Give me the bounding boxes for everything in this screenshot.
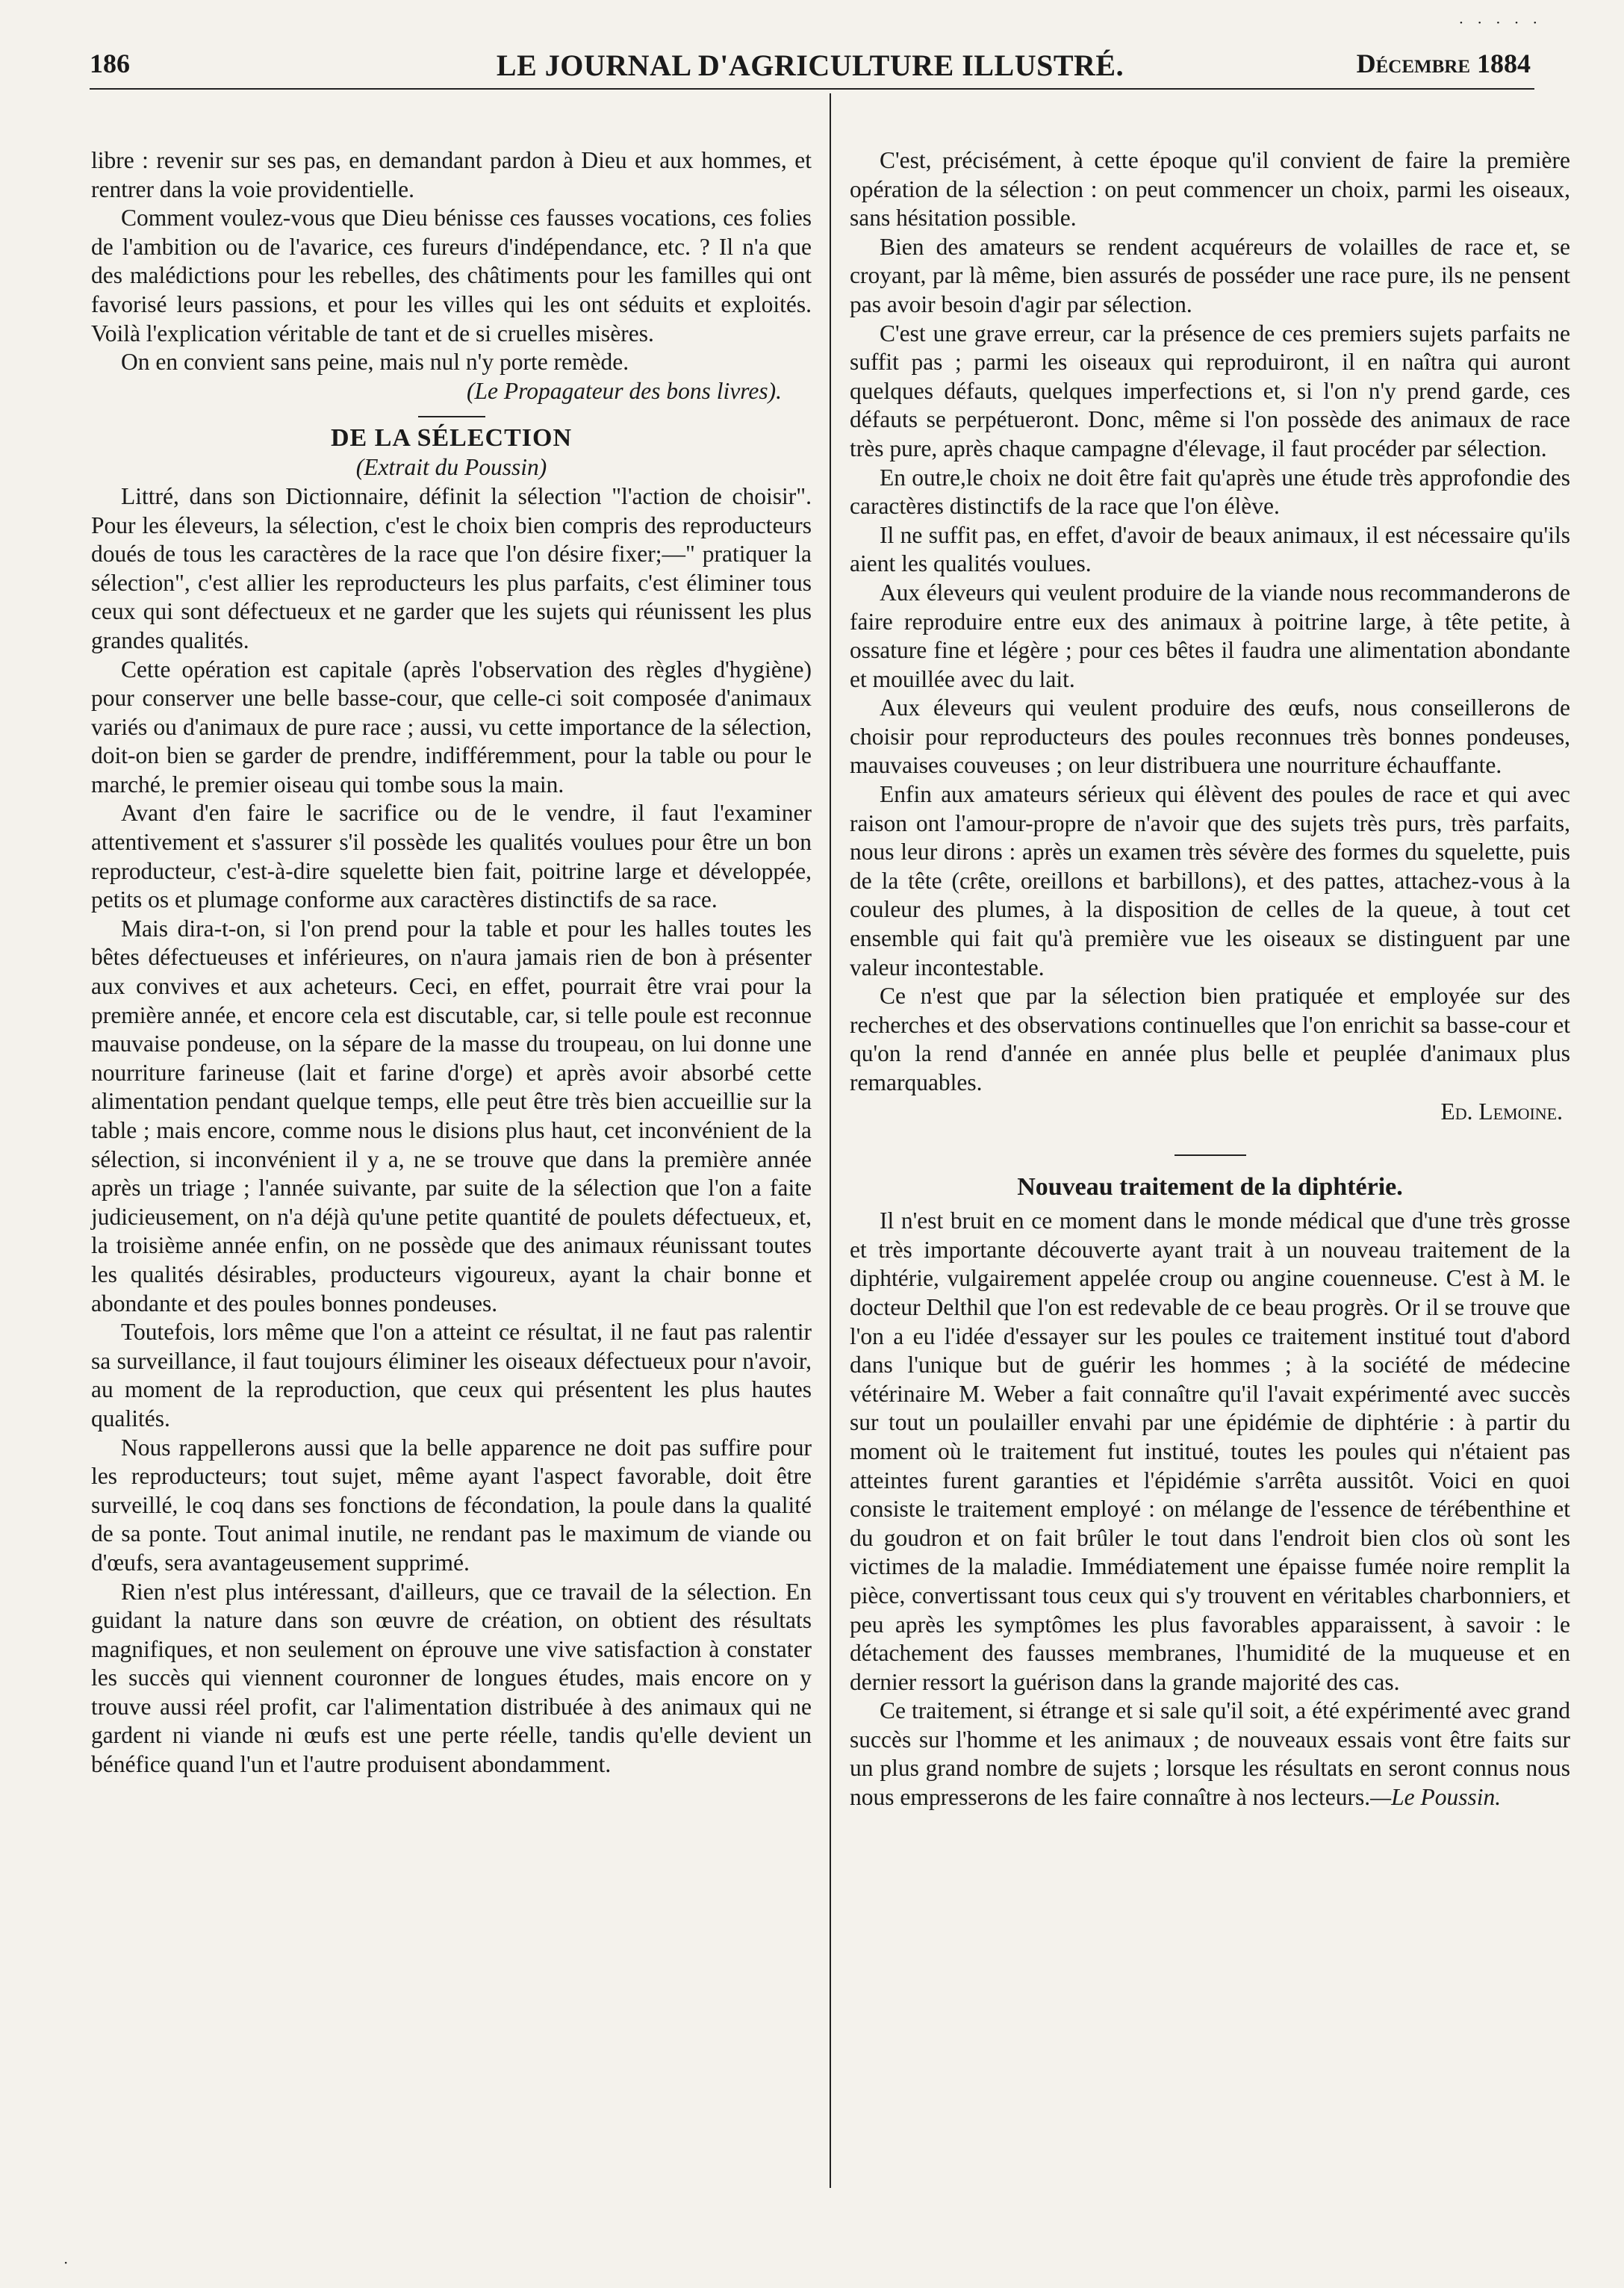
paragraph: Bien des amateurs se rendent acquéreurs de volailles de race et, se croyant, par là même, bien assurés de posséder une race pure, ils ne pensent pas avoir besoin d'agir par sélection. [850,233,1570,317]
article-source: (Le Propagateur des bons livres). [467,377,782,404]
journal-title: LE JOURNAL D'AGRICULTURE ILLUSTRÉ. [496,49,1124,82]
section-divider [418,416,485,417]
right-column [850,146,1570,1812]
left-column [91,146,812,1779]
paragraph: C'est, précisément, à cette époque qu'il convient de faire la première opération de la sélection : on peut commencer un choix, parmi les oiseaux, sans hésitation possible. [850,147,1570,231]
issue-date [1357,48,1531,79]
paragraph: Aux éleveurs qui veulent produire de la viande nous recommanderons de faire reproduire entre eux des animaux à poitrine large, à tête petite, à ossature fine et légère ; pour ces bêtes il faudra une alimentation abondante et mouillée avec du lait. [850,579,1570,692]
section-title: DE LA SÉLECTION [331,424,572,453]
paragraph: Rien n'est plus intéressant, d'ailleurs, que ce travail de la sélection. En guidant la nature dans son œuvre de création, on obtient des résultats magnifiques, et non seulement on éprouve une vive satisfaction à constater les succès qui viennent couronner de longues études, mais encore on y trouve aussi réel profit, car l'alimentation distribuée à des animaux qui ne gardent ni viande ni œufs est une perte réelle, tandis qu'elle devient un bénéfice quand l'un et l'autre produisent abondamment. [91,1578,812,1778]
paragraph: Mais dira-t-on, si l'on prend pour la table et pour les halles toutes les bêtes défectueuses et inférieures, on n'aura jamais rien de bon à présenter aux convives et aux acheteurs. Ceci, en effet, pourrait être vrai pour la première année, et encore cela est discutable, car, si telle poule est reconnue mauvaise pondeuse, on la sépare de la masse du troupeau, on lui donne une nourriture farineuse (lait et farine d'orge) et après avoir absorbé cette alimentation pendant quelque temps, elle peut être très bien accueillie sur la table ; mais encore, comme nous le disions plus haut, cet inconvénient de la sélection, si inconvénient il y a, ne se trouve que dans la première année après un triage ; l'année suivante, par suite de la sélection que l'on a faite judicieusement, on n'a déjà qu'une petite quantité de poulets défectueux, et, la troisième année enfin, on ne possède que des animaux réunissant toutes les qualités désirables, producteurs vigoureux, ayant la chair bonne et abondante et des poules bonnes pondeuses. [91,915,812,1316]
header-rule [90,88,1534,90]
section-title: Nouveau traitement de la diphtérie. [1017,1173,1403,1201]
paragraph: Aux éleveurs qui veulent produire des œufs, nous conseillerons de choisir pour reproducteurs des poules reconnues très bonnes pondeuses, mauvaises couveuses ; on leur distribuera une nourriture échauffante. [850,694,1570,779]
section-divider [1175,1154,1246,1156]
paragraph: On en convient sans peine, mais nul n'y porte remède. [121,349,629,376]
paragraph [850,1697,1570,1812]
paragraph: Il n'est bruit en ce moment dans le monde médical que d'une très grosse et très importante découverte ayant trait à un nouveau traitement de la diphtérie, vulgairement appelée croup ou angine couenneuse. C'est à M. le docteur Delthil que l'on est redevable de ce beau progrès. Or il se trouve que l'on a eu l'idée d'essayer sur les poules ce traitement institué tout d'abord dans l'unique but de guérir les hommes ; à la société de médecine vétérinaire M. Weber a fait connaître qu'il l'avait expérimenté avec succès sur tout un poulailler envahi par une épidémie de diphtérie : à partir du moment où le traitement fut institué, toutes les poules qui n'étaient pas atteintes furent garanties et l'épidémie s'arrêta aussitôt. Voici en quoi consiste le traitement employé : on mélange de l'essence de térébenthine et du goudron et on fait brûler le tout dans l'endroit bien clos où sont les victimes de la maladie. Immédiatement une épaisse fumée noire remplit la pièce, convertissant tous ceux qui s'y trouvent en véritables charbonniers, et peu après les symptômes les plus favorables apparaissent, à savoir : le détachement des fausses membranes, l'humidité de la muqueuse et en dernier ressort la guérison dans la grande majorité des cas. [850,1207,1570,1695]
author-signature: Ed. Lemoine. [1440,1098,1563,1125]
paragraph: En outre,le choix ne doit être fait qu'après une étude très approfondie des caractères distinctifs de la race que l'on élève. [850,464,1570,520]
corner-mark: · [63,2254,69,2272]
paragraph: Enfin aux amateurs sérieux qui élèvent des poules de race et qui avec raison ont l'amour-propre de n'avoir que des sujets très purs, très parfaits, nous leur dirons : après un examen très sévère des formes du squelette, puis de la tête (crête, oreillons et barbillons), et des pattes, attachez-vous à la couleur des plumes, à la disposition de celles de la queue, à tout cet ensemble qui fait qu'à première vue les oiseaux se distinguent par une valeur incontestable. [850,781,1570,980]
page-number: 186 [90,49,130,78]
issue-month: Décembre [1356,49,1470,78]
corner-marks: · · · · · [1458,13,1542,31]
column-separator [830,93,831,2188]
paragraph: Cette opération est capitale (après l'observation des règles d'hygiène) pour conserver une belle basse-cour, que celle-ci soit composée d'animaux variés ou d'animaux de pure race ; aussi, vu cette importance de la sélection, doit-on bien se garder de prendre, indifféremment, pour la table ou pour le marché, le premier oiseau qui tombe sous la main. [91,656,812,798]
paragraph: Il ne suffit pas, en effet, d'avoir de beaux animaux, il est nécessaire qu'ils aient les qualités voulues. [850,521,1570,577]
section-subtitle: (Extrait du Poussin) [355,454,547,481]
paragraph: Ce n'est que par la sélection bien pratiquée et employée sur des recherches et des observations continuelles que l'on enrichit sa basse-cour et qu'on la rend d'année en année plus belle et peuplée d'animaux plus remarquables. [850,983,1570,1095]
paragraph: C'est une grave erreur, car la présence de ces premiers sujets parfaits ne suffit pas ; parmi les oiseaux qui reproduiront, il en naîtra qui auront quelques défauts, quelques imperfections et, si l'on n'y prend garde, ces défauts se perpétueront. Donc, même si l'on possède des animaux de race très pure, après chaque campagne d'élevage, il faut procéder par sélection. [850,320,1570,461]
article-source: —Le Poussin. [1370,1784,1502,1811]
paragraph-text: Ce traitement, si étrange et si sale qu'il soit, a été expérimenté avec grand succès sur l'homme et les animaux ; de nouveaux essais vont être faits sur un plus grand nombre de sujets ; lorsque les résultats en seront connus nous nous empresserons de les faire connaître à nos lecteurs. [850,1697,1570,1811]
paragraph: libre : revenir sur ses pas, en demandant pardon à Dieu et aux hommes, et rentrer dans la voie providentielle. [91,147,812,202]
paragraph: Littré, dans son Dictionnaire, définit la sélection "l'action de choisir". Pour les éleveurs, la sélection, c'est le choix bien compris des reproducteurs doués de tous les caractères de la race que l'on désire fixer;—" pratiquer la sélection", c'est allier les reproducteurs les plus parfaits, c'est éliminer tous ceux qui sont défectueux et ne garder que les sujets qui réunissent les plus grandes qualités. [91,482,812,653]
page-header [90,48,1531,93]
paragraph: Nous rappellerons aussi que la belle apparence ne doit pas suffire pour les reproducteurs; tout sujet, même ayant l'aspect favorable, doit être surveillé, le coq dans ses fonctions de fécondation, la poule dans la qualité de sa ponte. Tout animal inutile, ne rendant pas le maximum de viande ou d'œufs, sera avantageusement supprimé. [91,1434,812,1576]
paragraph: Toutefois, lors même que l'on a atteint ce résultat, il ne faut pas ralentir sa surveillance, il faut toujours éliminer les oiseaux défectueux pour n'avoir, au moment de la reproduction, que ceux qui présentent les plus hautes qualités. [91,1319,812,1431]
issue-year: 1884 [1477,49,1531,78]
paragraph: Comment voulez-vous que Dieu bénisse ces fausses vocations, ces folies de l'ambition ou de l'avarice, ces fureurs d'indépendance, etc. ? Il n'a que des malédictions pour les rebelles, des châtiments pour les familles qui ont favorisé leurs passions, et pour les villes qui les ont séduits et exploités. Voilà l'explication véritable de tant et de si cruelles misères. [91,205,812,346]
paragraph: Avant d'en faire le sacrifice ou de le vendre, il faut l'examiner attentivement et s'assurer s'il possède les qualités voulues pour être un bon reproducteur, c'est-à-dire squelette bien fait, poitrine large et développée, petits os et plumage conforme aux caractères distinctifs de sa race. [91,800,812,913]
